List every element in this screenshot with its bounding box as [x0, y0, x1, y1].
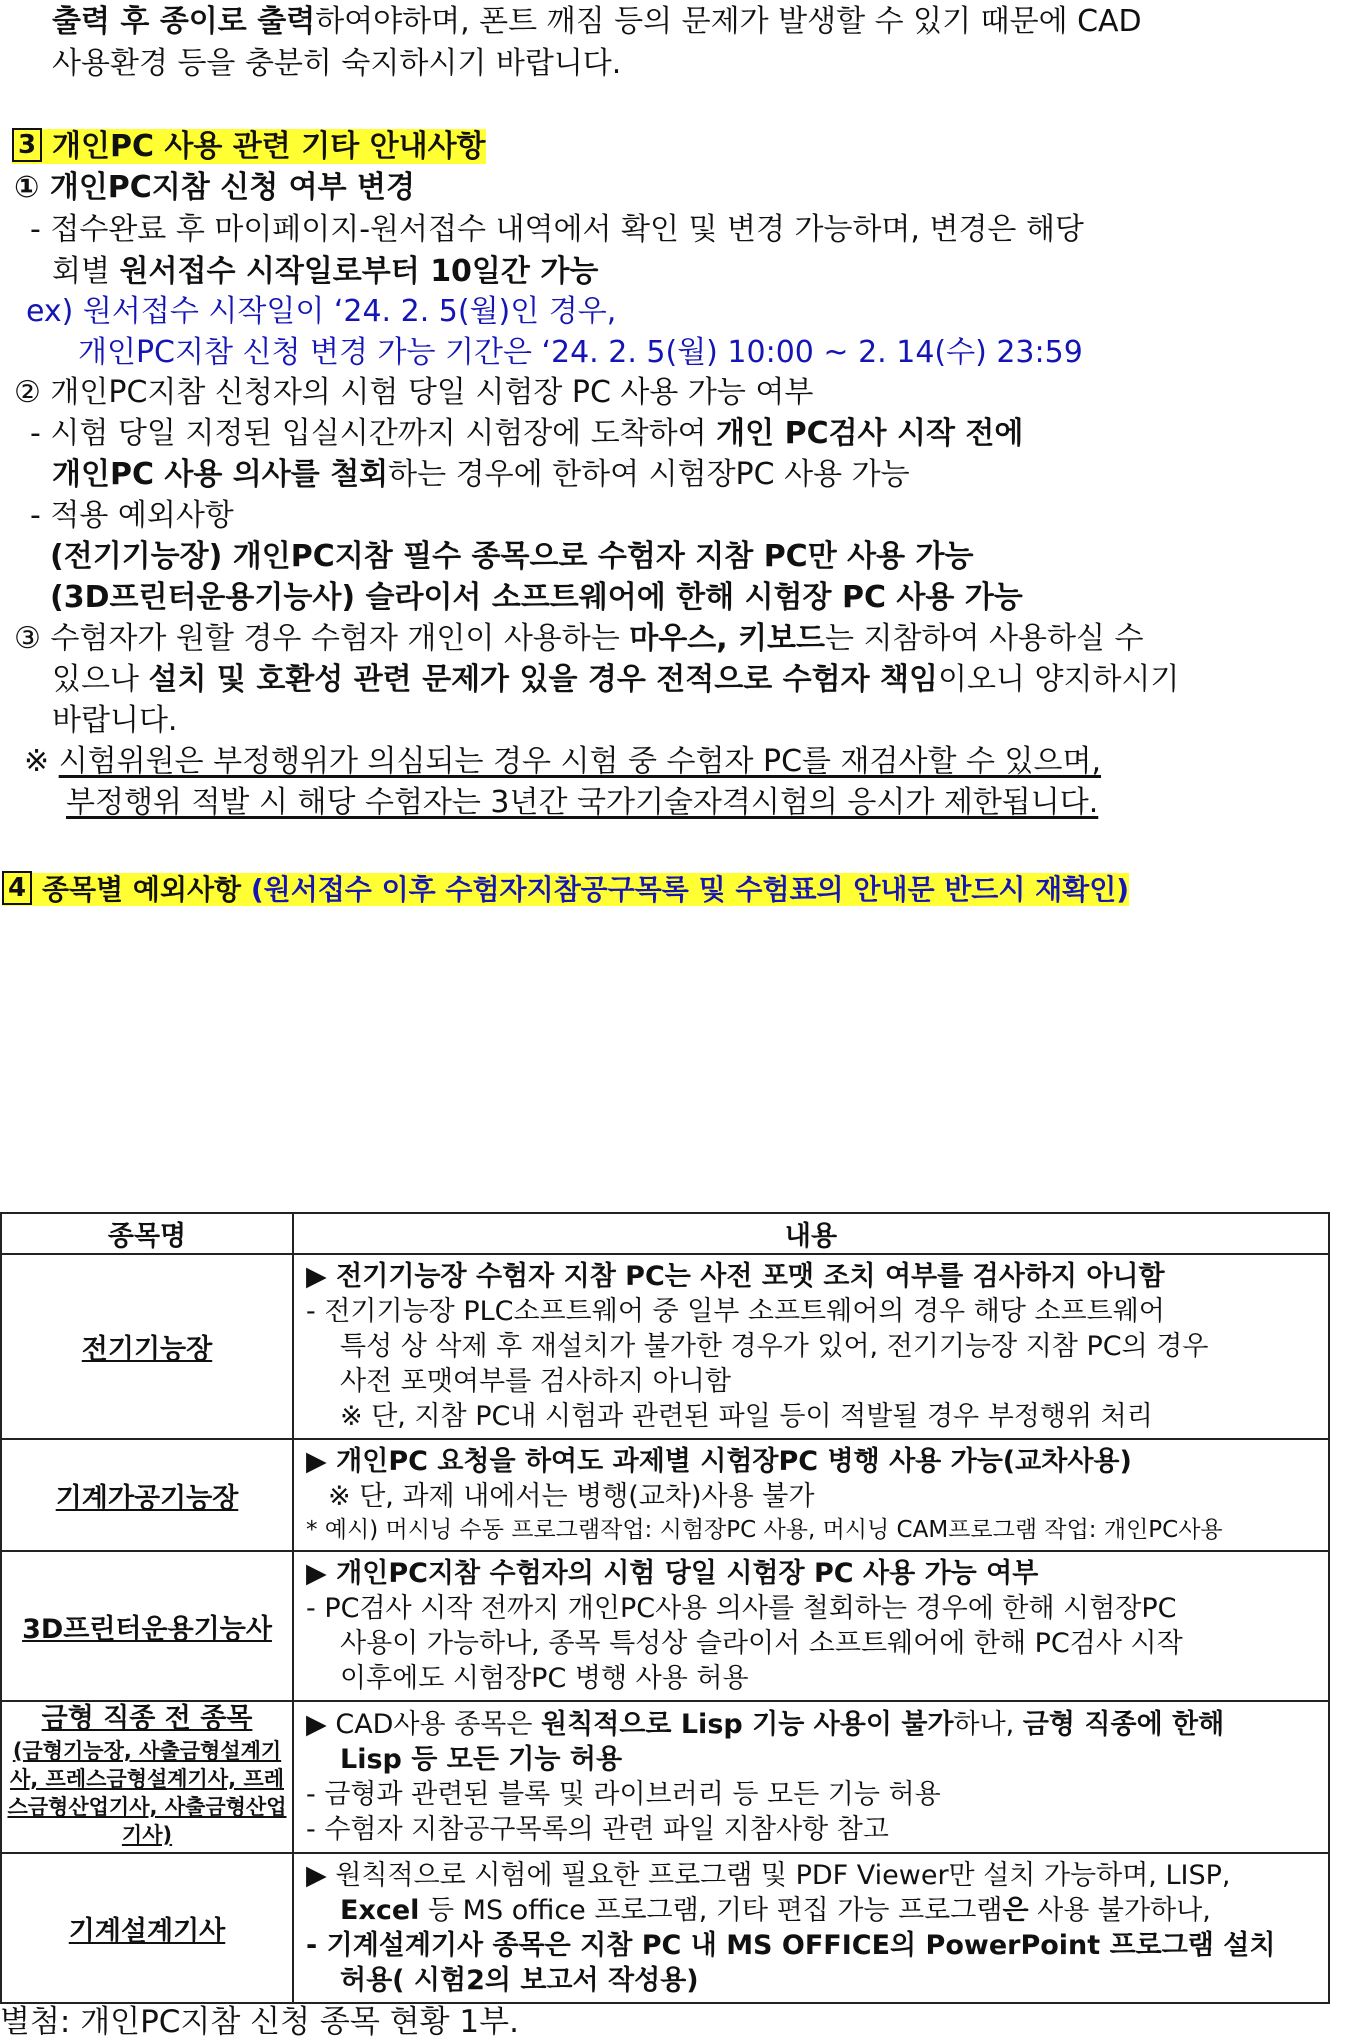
row-content [293, 1853, 1329, 2003]
item3-line-2-rest: 이오니 양지하시기 [938, 662, 1180, 697]
row-name-sub: (금형기능장, 사출금형설계기사, 프레스금형설계기사, 프레스금형산업기사, 사출금형산업기사) [7, 1739, 287, 1847]
warning-line-2: 부정행위 적발 시 해당 수험자는 3년간 국가기술자격시험의 응시가 제한됩니다. [66, 785, 1099, 820]
table-row [1, 1551, 1329, 1701]
exceptions-table [0, 1212, 1330, 2004]
row-line: * 예시) 머시닝 수동 프로그램작업: 시험장PC 사용, 머시닝 CAM프로그램 작업: 개인PC사용 [306, 1517, 1223, 1543]
row-line: ▶ 개인PC지참 수험자의 시험 당일 시험장 PC 사용 가능 여부 [306, 1558, 1039, 1589]
item3-line-1-pre: ③ 수험자가 원할 경우 수험자 개인이 사용하는 [14, 621, 630, 656]
item1-line-1: - 접수완료 후 마이페이지-원서접수 내역에서 확인 및 변경 가능하며, 변경은 해당 [30, 212, 1084, 247]
item2-exception-1: (전기기능장) 개인PC지참 필수 종목으로 수험자 지참 PC만 사용 가능 [50, 539, 974, 574]
item2-line-1 [30, 414, 1023, 454]
row-line-part: 원칙적으로 Lisp 기능 사용이 불가 [541, 1709, 954, 1740]
item1-example-1: ex) 원서접수 시작일이 ‘24. 2. 5(월)인 경우, [26, 294, 617, 329]
attachment-note: 별첨: 개인PC지참 신청 종목 현황 1부. [0, 2004, 519, 2040]
row-line-part: 은 [1002, 1895, 1029, 1926]
row-line: - 금형과 관련된 블록 및 라이브러리 등 모든 기능 허용 [306, 1779, 941, 1810]
section4-heading [2, 870, 1129, 910]
item2-exceptions-heading: - 적용 예외사항 [30, 498, 234, 533]
row-line: - 전기기능장 PLC소프트웨어 중 일부 소프트웨어의 경우 해당 소프트웨어 [306, 1296, 1165, 1327]
item3-line-1 [14, 619, 1143, 659]
table-row [1, 1701, 1329, 1853]
row-line: 이후에도 시험장PC 병행 사용 허용 [340, 1663, 749, 1694]
row-name-main: 금형 직종 전 종목 [41, 1703, 253, 1734]
item3-line-2-bold: 설치 및 호환성 관련 문제가 있을 경우 전적으로 수험자 책임 [148, 662, 939, 697]
row-content [293, 1254, 1329, 1439]
row-line: ▶ 전기기능장 수험자 지참 PC는 사전 포맷 조치 여부를 검사하지 아니함 [306, 1261, 1165, 1292]
item2-line-1-bold: 개인 PC검사 시작 전에 [716, 416, 1024, 451]
section4-number: 4 [2, 871, 32, 905]
item1-heading: ① 개인PC지참 신청 여부 변경 [14, 170, 415, 205]
row-line [306, 1707, 1320, 1742]
row-line-part: 하나, [953, 1709, 1023, 1740]
item2-line-1-pre: - 시험 당일 지정된 입실시간까지 시험장에 도착하여 [30, 416, 717, 451]
row-content [293, 1701, 1329, 1853]
row-content [293, 1439, 1329, 1551]
header-content: 내용 [293, 1213, 1329, 1254]
item3-line-2 [52, 660, 1179, 700]
section4-title-note: (원서접수 이후 수험자지참공구목록 및 수험표의 안내문 반드시 재확인) [250, 873, 1130, 906]
row-line: 사용이 가능하나, 종목 특성상 슬라이서 소프트웨어에 한해 PC검사 시작 [340, 1628, 1183, 1659]
row-line: - 기계설계기사 종목은 지참 PC 내 MS OFFICE의 PowerPoint 프로그램 설치 [306, 1930, 1276, 1961]
item1-line-2-bold: 원서접수 시작일로부터 10일간 가능 [119, 254, 599, 289]
section4-title: 종목별 예외사항 [42, 873, 242, 906]
item2-exception-2: (3D프린터운용기능사) 슬라이서 소프트웨어에 한해 시험장 PC 사용 가능 [50, 580, 1023, 615]
item2-line-2-rest: 하는 경우에 한하여 시험장PC 사용 가능 [388, 457, 910, 492]
item2-heading: ② 개인PC지참 신청자의 시험 당일 시험장 PC 사용 가능 여부 [14, 375, 814, 410]
row-line: ▶ 원칙적으로 시험에 필요한 프로그램 및 PDF Viewer만 설치 가능하며, LISP, [306, 1860, 1231, 1891]
table-header-row [1, 1213, 1329, 1254]
header-name: 종목명 [1, 1213, 293, 1254]
warning-line-1 [24, 742, 1101, 782]
intro-bold: 출력 후 종이로 출력 [52, 4, 316, 39]
item3-line-3: 바랍니다. [52, 703, 178, 738]
row-name: 전기기능장 [1, 1254, 293, 1439]
item2-line-2-bold: 개인PC 사용 의사를 철회 [52, 457, 389, 492]
row-name [1, 1701, 293, 1853]
item3-line-2-pre: 있으나 [52, 662, 149, 697]
item1-line-2-pre: 회별 [52, 254, 120, 289]
row-line-part: Excel [340, 1895, 420, 1926]
table-row [1, 1254, 1329, 1439]
section3-title: 개인PC 사용 관련 기타 안내사항 [52, 129, 486, 164]
item2-line-2 [52, 455, 910, 495]
reference-mark-icon: ※ [24, 744, 50, 779]
item3-line-1-bold: 마우스, 키보드 [629, 621, 826, 656]
table-row [1, 1853, 1329, 2003]
row-line: 특성 상 삭제 후 재설치가 불가한 경우가 있어, 전기기능장 지참 PC의 경우 [340, 1331, 1209, 1362]
intro-line-1 [52, 2, 1142, 42]
row-line: ※ 단, 과제 내에서는 병행(교차)사용 불가 [328, 1481, 815, 1512]
item3-line-1-rest: 는 지참하여 사용하실 수 [825, 621, 1144, 656]
row-line-part: ▶ CAD사용 종목은 [306, 1709, 542, 1740]
row-line-part: 금형 직종에 한해 [1022, 1709, 1225, 1740]
warning-text-1: 시험위원은 부정행위가 의심되는 경우 시험 중 수험자 PC를 재검사할 수 있으며, [58, 744, 1102, 779]
section3-heading [12, 127, 486, 167]
intro-rest: 하여야하며, 폰트 깨짐 등의 문제가 발생할 수 있기 때문에 CAD [315, 4, 1142, 39]
row-line: Lisp 등 모든 기능 허용 [340, 1744, 623, 1775]
row-name: 기계설계기사 [1, 1853, 293, 2003]
row-line: 사전 포맷여부를 검사하지 아니함 [340, 1366, 731, 1397]
row-name: 3D프린터운용기능사 [1, 1551, 293, 1701]
item1-example-2: 개인PC지참 신청 변경 가능 기간은 ‘24. 2. 5(월) 10:00 ~ 2. 14(수) 23:59 [78, 335, 1083, 370]
section3-number: 3 [12, 128, 42, 162]
row-line: - PC검사 시작 전까지 개인PC사용 의사를 철회하는 경우에 한해 시험장PC [306, 1593, 1177, 1624]
row-line-part: 사용 불가하나, [1028, 1895, 1211, 1926]
table-row [1, 1439, 1329, 1551]
row-content [293, 1551, 1329, 1701]
row-line-part: 등 MS office 프로그램, 기타 편집 가능 프로그램 [419, 1895, 1003, 1926]
row-line: ▶ 개인PC 요청을 하여도 과제별 시험장PC 병행 사용 가능(교차사용) [306, 1446, 1132, 1477]
item1-line-2 [52, 252, 598, 292]
intro-line-2: 사용환경 등을 충분히 숙지하시기 바랍니다. [52, 46, 622, 81]
row-line: - 수험자 지참공구목록의 관련 파일 지참사항 참고 [306, 1814, 889, 1845]
row-line: ※ 단, 지참 PC내 시험과 관련된 파일 등이 적발될 경우 부정행위 처리 [340, 1401, 1153, 1432]
row-name: 기계가공기능장 [1, 1439, 293, 1551]
row-line: 허용( 시험2의 보고서 작성용) [340, 1965, 699, 1996]
row-line [306, 1893, 1320, 1928]
